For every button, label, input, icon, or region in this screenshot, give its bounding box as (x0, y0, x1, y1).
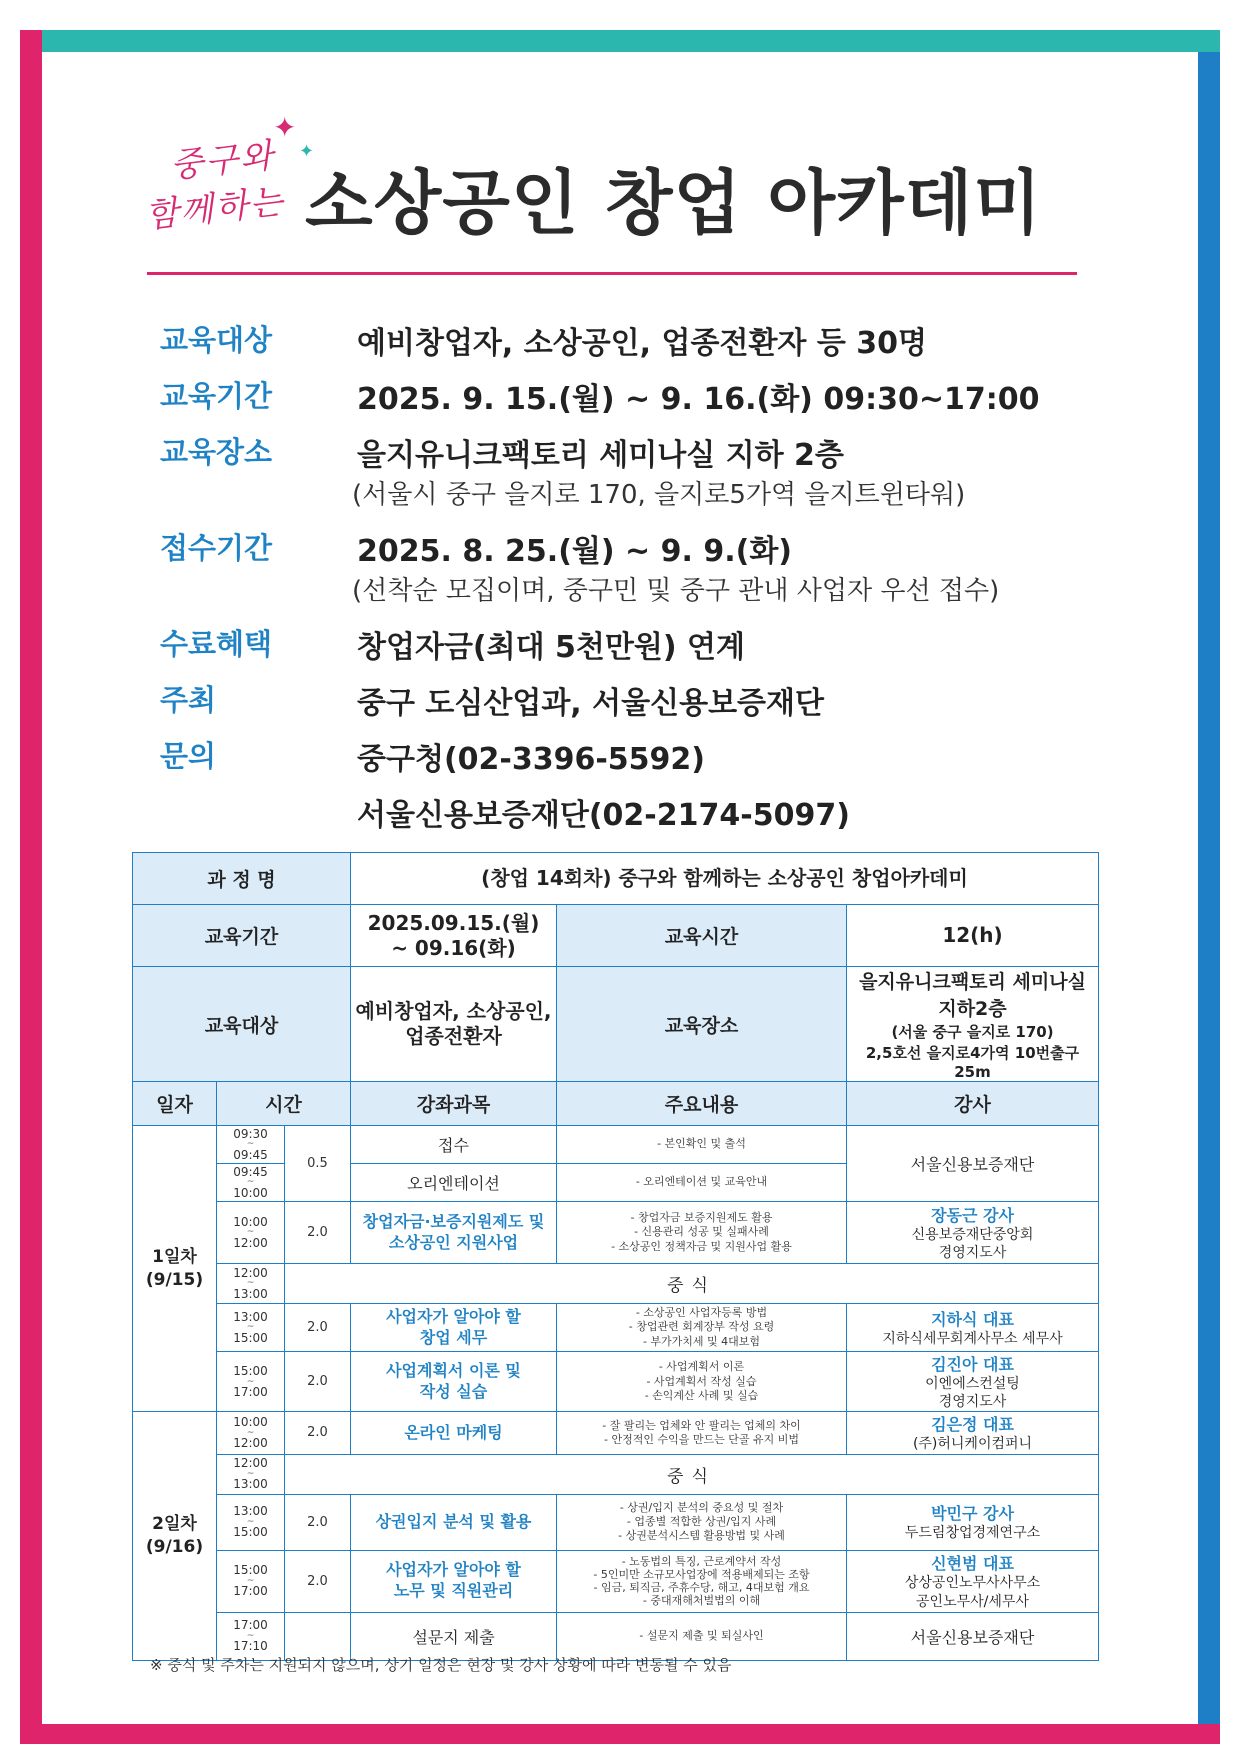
sparkle-icon: ✦ (273, 111, 297, 144)
time-end: 10:00 (233, 1185, 268, 1200)
course-line: 소상공인 지원사업 (388, 1232, 519, 1252)
hours-cell: 2.0 (285, 1550, 351, 1612)
lecturer-org: 신용보증재단중앙회 (911, 1226, 1034, 1243)
time-tilde: ~ (246, 1322, 255, 1333)
course-cell (351, 1202, 557, 1264)
content-line: - 소상공인 정책자금 및 지원사업 활용 (611, 1239, 792, 1253)
target-label: 교육대상 (133, 967, 351, 1082)
content-line: - 창업자금 보증지원제도 활용 (630, 1211, 773, 1225)
content-cell (557, 1550, 847, 1612)
frame-left-bar (20, 30, 42, 1744)
lecturer-org: 공인노무사/세무사 (916, 1593, 1029, 1610)
time-end: 17:00 (233, 1584, 268, 1599)
info-row-place (160, 430, 1060, 526)
info-value: 서울신용보증재단(02-2174-5097) (357, 798, 850, 833)
course-line: 사업계획서 이론 및 (386, 1360, 521, 1380)
title-divider (147, 272, 1077, 275)
place-label: 교육장소 (557, 967, 847, 1082)
course-cell (351, 1352, 557, 1412)
info-value: 창업자금(최대 5천만원) 연계 (357, 630, 745, 665)
time-end: 12:00 (233, 1235, 268, 1250)
content-line: - 업종별 적합한 상권/입지 사례 (626, 1514, 777, 1528)
time-tilde: ~ (246, 1376, 255, 1387)
time-end: 15:00 (233, 1330, 268, 1345)
frame-bottom-bar (20, 1724, 1220, 1744)
table-row (133, 1550, 1099, 1612)
hours-label: 교육시간 (557, 905, 847, 967)
lecturer-cell (847, 1304, 1099, 1352)
content-cell (557, 1412, 847, 1454)
time-tilde: ~ (246, 1139, 255, 1150)
table-row-lunch (133, 1264, 1099, 1304)
place-value (847, 967, 1099, 1082)
period-value-line: 2025.09.15.(월) (367, 910, 540, 935)
time-start: 17:00 (233, 1618, 268, 1633)
time-start: 13:00 (233, 1504, 268, 1519)
hours-cell: 2.0 (285, 1494, 351, 1550)
lecturer-org: (주)허니케이컴퍼니 (912, 1436, 1033, 1453)
time-tilde: ~ (246, 1517, 255, 1528)
time-end: 12:00 (233, 1436, 268, 1451)
content-line: - 손익계산 사례 및 실습 (644, 1388, 759, 1402)
info-value: 2025. 9. 15.(월) ~ 9. 16.(화) 09:30~17:00 (357, 382, 1040, 417)
col-day: 일자 (133, 1082, 217, 1126)
page-header (145, 105, 1075, 275)
content-line: - 창업관련 회계장부 작성 요령 (628, 1320, 775, 1334)
info-label: 교육기간 (160, 379, 273, 413)
script-line-1: 중구와 (168, 135, 277, 187)
info-label: 수료혜택 (160, 627, 273, 661)
period-label: 교육기간 (133, 905, 351, 967)
course-line: 사업자가 알아야 할 (386, 1306, 521, 1326)
course-cell: 상권입지 분석 및 활용 (351, 1494, 557, 1550)
table-row (133, 1412, 1099, 1454)
content-line: - 상권분석시스템 활용방법 및 사례 (618, 1529, 785, 1543)
info-label: 문의 (160, 739, 217, 773)
info-row-contact-2 (160, 790, 1060, 846)
time-start: 12:00 (233, 1265, 268, 1280)
time-tilde: ~ (246, 1227, 255, 1238)
time-start: 13:00 (233, 1309, 268, 1324)
info-value: 을지유니크팩토리 세미나실 지하 2층 (357, 438, 844, 473)
time-cell (217, 1494, 285, 1550)
content-cell (557, 1494, 847, 1550)
content-cell: - 설문지 제출 및 퇴실사인 (557, 1612, 847, 1660)
content-line: - 임금, 퇴직금, 주휴수당, 해고, 4대보험 개요 (593, 1581, 810, 1595)
course-cell: 설문지 제출 (351, 1612, 557, 1660)
info-value: 중구청(02-3396-5592) (357, 742, 706, 777)
content-line: - 5인미만 소규모사업장에 적용배제되는 조항 (593, 1567, 810, 1581)
info-label: 접수기간 (160, 531, 273, 565)
col-course: 강좌과목 (351, 1082, 557, 1126)
time-cell (217, 1550, 285, 1612)
course-cell: 접수 (351, 1126, 557, 1164)
content-cell: - 본인확인 및 출석 (557, 1126, 847, 1164)
script-line-2: 함께하는 (143, 181, 287, 237)
period-value (351, 905, 557, 967)
lecturer-cell (847, 1202, 1099, 1264)
hours-cell: 2.0 (285, 1412, 351, 1454)
lecturer-org: 이엔에스컨설팅 (925, 1376, 1020, 1392)
table-row (133, 1612, 1099, 1660)
time-tilde: ~ (246, 1427, 255, 1438)
time-tilde: ~ (246, 1278, 255, 1289)
time-cell (217, 1454, 285, 1494)
content-line: - 사업계획서 이론 (658, 1360, 745, 1374)
time-end: 09:45 (233, 1147, 268, 1162)
target-value-line: 예비창업자, 소상공인, (355, 999, 552, 1023)
time-cell (217, 1202, 285, 1264)
content-cell: - 오리엔테이션 및 교육안내 (557, 1164, 847, 1202)
time-cell (217, 1264, 285, 1304)
time-start: 10:00 (233, 1214, 268, 1229)
course-line: 창업 세무 (419, 1327, 488, 1347)
info-label: 주최 (160, 683, 217, 717)
time-start: 12:00 (233, 1456, 268, 1471)
content-cell (557, 1202, 847, 1264)
time-tilde: ~ (246, 1469, 255, 1480)
content-cell (557, 1304, 847, 1352)
lecturer-cell: 서울신용보증재단 (847, 1612, 1099, 1660)
col-content: 주요내용 (557, 1082, 847, 1126)
lecturer-name: 김진아 대표 (931, 1355, 1014, 1374)
content-line: - 상권/입지 분석의 중요성 및 절차 (619, 1500, 784, 1514)
time-start: 09:45 (233, 1164, 268, 1179)
time-start: 09:30 (233, 1126, 268, 1141)
target-value (351, 967, 557, 1082)
hours-cell: 0.5 (285, 1126, 351, 1202)
time-cell (217, 1352, 285, 1412)
course-line: 사업자가 알아야 할 (386, 1560, 521, 1580)
time-cell (217, 1164, 285, 1202)
lecturer-name: 신현범 대표 (931, 1554, 1014, 1574)
content-line: - 중대재해처벌법의 이해 (642, 1594, 761, 1608)
footnote: ※ 중식 및 주차는 지원되지 않으며, 상기 일정은 현장 및 강사 상황에 따라 변동될 수 있음 (150, 1656, 732, 1674)
lecturer-org: 지하식세무회계사무소 세무사 (882, 1330, 1063, 1347)
time-end: 13:00 (233, 1477, 268, 1492)
time-end: 15:00 (233, 1525, 268, 1540)
course-cell (351, 1550, 557, 1612)
day-1-cell (133, 1126, 217, 1412)
time-cell (217, 1304, 285, 1352)
table-row-lunch (133, 1454, 1099, 1494)
time-tilde: ~ (246, 1631, 255, 1642)
place-value-line: (서울 중구 을지로 170) (891, 1023, 1054, 1041)
lecturer-cell (847, 1550, 1099, 1612)
lecturer-org: 상상공인노무사사무소 (904, 1575, 1041, 1592)
table-header-row (133, 1082, 1099, 1126)
lecturer-name: 지하식 대표 (931, 1309, 1014, 1329)
course-value: (창업 14회차) 중구와 함께하는 소상공인 창업아카데미 (351, 853, 1099, 905)
course-line: 작성 실습 (419, 1381, 488, 1401)
time-start: 15:00 (233, 1364, 268, 1379)
hours-cell: 2.0 (285, 1304, 351, 1352)
day-label: 1일차 (152, 1246, 197, 1267)
table-row (133, 1494, 1099, 1550)
time-cell (217, 1412, 285, 1454)
table-row (133, 853, 1099, 905)
info-sub: (서울시 중구 을지로 170, 을지로5가역 을지트윈타워) (352, 480, 966, 510)
content-line: - 소상공인 사업자등록 방법 (635, 1306, 768, 1320)
table-row (133, 1304, 1099, 1352)
col-lecturer: 강사 (847, 1082, 1099, 1126)
lecturer-cell (847, 1494, 1099, 1550)
page-title: 소상공인 창업 아카데미 (305, 162, 1042, 244)
table-row (133, 1352, 1099, 1412)
hours-cell: 2.0 (285, 1352, 351, 1412)
info-row-target (160, 318, 1060, 374)
time-tilde: ~ (246, 1177, 255, 1188)
lecturer-cell: 서울신용보증재단 (847, 1126, 1099, 1202)
content-line: - 사업계획서 작성 실습 (646, 1374, 757, 1388)
content-line: - 신용관리 성공 및 실패사례 (634, 1225, 769, 1239)
info-value: 예비창업자, 소상공인, 업종전환자 등 30명 (357, 326, 927, 361)
time-cell (217, 1126, 285, 1164)
table-row (133, 905, 1099, 967)
info-row-apply (160, 526, 1060, 622)
lecturer-org: 경영지도사 (938, 1394, 1007, 1411)
day-label: 2일차 (152, 1514, 197, 1535)
lecturer-cell (847, 1412, 1099, 1454)
hours-value: 12(h) (847, 905, 1099, 967)
period-value-line: ~ 09.16(화) (391, 935, 516, 960)
table-row (133, 967, 1099, 1082)
content-cell (557, 1352, 847, 1412)
course-cell (351, 1304, 557, 1352)
time-start: 10:00 (233, 1415, 268, 1430)
frame-right-bar (1198, 52, 1220, 1744)
content-line: - 잘 팔리는 업체와 안 팔리는 업체의 차이 (602, 1418, 801, 1432)
table-row (133, 1202, 1099, 1264)
hours-cell: 2.0 (285, 1202, 351, 1264)
lecturer-name: 장동근 강사 (931, 1205, 1014, 1225)
info-row-contact (160, 734, 1060, 790)
course-line: 노무 및 직원관리 (393, 1581, 514, 1601)
lecturer-name: 김은정 대표 (931, 1415, 1014, 1435)
course-cell: 온라인 마케팅 (351, 1412, 557, 1454)
time-tilde: ~ (246, 1576, 255, 1587)
sparkle-small-icon: ✦ (299, 141, 315, 162)
lunch-cell: 중식 (285, 1264, 1099, 1304)
info-label: 교육장소 (160, 435, 273, 469)
lecturer-org: 경영지도사 (938, 1245, 1007, 1261)
info-label: 교육대상 (160, 323, 273, 357)
info-row-period (160, 374, 1060, 430)
lecturer-name: 박민구 강사 (931, 1504, 1014, 1524)
info-value: 2025. 8. 25.(월) ~ 9. 9.(화) (357, 534, 793, 569)
course-line: 창업자금·보증지원제도 및 (362, 1211, 545, 1231)
lecturer-org: 두드림창업경제연구소 (904, 1525, 1041, 1542)
time-end: 17:00 (233, 1384, 268, 1399)
col-time: 시간 (217, 1082, 351, 1126)
time-cell (217, 1612, 285, 1660)
time-end: 17:10 (233, 1639, 268, 1654)
place-value-line: 2,5호선 을지로4가역 10번출구 25m (865, 1044, 1080, 1081)
lunch-cell: 중식 (285, 1454, 1099, 1494)
table-row (133, 1126, 1099, 1164)
frame-top-bar (20, 30, 1220, 52)
target-value-line: 업종전환자 (405, 1024, 502, 1048)
lecturer-cell (847, 1352, 1099, 1412)
day-date: (9/16) (145, 1536, 204, 1557)
info-row-host (160, 678, 1060, 734)
time-end: 13:00 (233, 1286, 268, 1301)
content-line: - 안정적인 수익을 만드는 단골 유지 비법 (604, 1432, 799, 1446)
day-date: (9/15) (145, 1269, 204, 1290)
content-line: - 부가가치세 및 4대보험 (642, 1334, 761, 1348)
course-label: 과 정 명 (133, 853, 351, 905)
course-cell: 오리엔테이션 (351, 1164, 557, 1202)
info-value: 중구 도심산업과, 서울신용보증재단 (357, 686, 824, 721)
hours-cell (285, 1612, 351, 1660)
info-sub: (선착순 모집이며, 중구민 및 중구 관내 사업자 우선 접수) (352, 576, 1000, 606)
info-list (160, 318, 1060, 846)
day-2-cell (133, 1412, 217, 1660)
content-line: - 노동법의 특징, 근로계약서 작성 (621, 1554, 782, 1568)
info-row-benefit (160, 622, 1060, 678)
time-start: 15:00 (233, 1563, 268, 1578)
schedule-table (132, 852, 1099, 1661)
place-value-line: 을지유니크팩토리 세미나실 지하2층 (859, 971, 1086, 1020)
